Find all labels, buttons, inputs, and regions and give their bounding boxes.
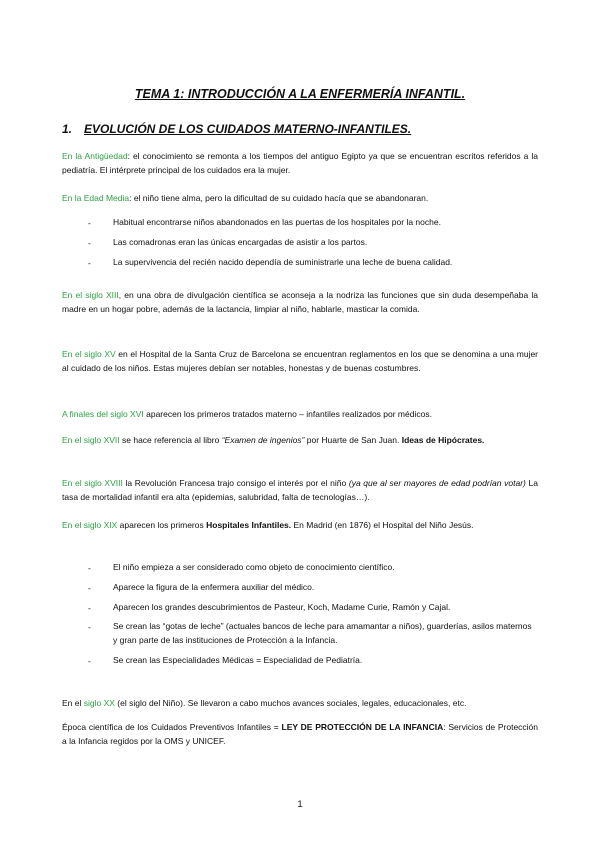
paragraph-text: : el niño tiene alma, pero la dificultad de su cuidado hacía que se abandonaran. (129, 193, 429, 203)
bullet-list-edad-media (88, 216, 538, 275)
highlight-term: A finales del siglo XVI (62, 409, 144, 419)
section-title: EVOLUCIÓN DE LOS CUIDADOS MATERNO-INFANTILES. (84, 122, 412, 136)
bullet-dash: - (88, 622, 91, 633)
bullet-dash: - (88, 602, 91, 613)
paragraph-text: aparecen los primeros tratados materno – infantiles realizados por médicos. (143, 409, 432, 419)
bullet-dash: - (88, 582, 91, 593)
highlight-term: En la Antigüedad (62, 151, 128, 161)
list-item: - Se crean las Especialidades Médicas = Especialidad de Pediatría. (88, 654, 538, 668)
paragraph-epoca-cientifica: Época científica de los Cuidados Preventivos Infantiles = LEY DE PROTECCIÓN DE LA INFANCIA: Servicios de Protección a la Infancia regidos por la OMS y UNICEF. (62, 722, 539, 746)
section-heading (62, 120, 411, 139)
list-item: - Las comadronas eran las únicas encargadas de asistir a los partos. (88, 236, 538, 250)
bullet-dash: - (88, 237, 91, 248)
bullet-dash: - (88, 655, 91, 666)
list-item: - La supervivencia del recién nacido dependía de suministrarle una leche de buena calidad. (88, 256, 538, 270)
paragraph-siglo-xix: En el siglo XIX aparecen los primeros Hospitales Infantiles. En Madrid (en 1876) el Hospital del Niño Jesús. (62, 520, 474, 530)
paragraph-text: , en una obra de divulgación científica se aconseja a la nodriza las funciones que sin duda desempeñaba la madre en un hogar pobre, además de la lactancia, limpiar al niño, hablarle, masticar la comida. (62, 290, 538, 314)
list-item: - Se crean las “gotas de leche” (actuales bancos de leche para amamantar a niños), guarderías, asilos maternos y gran parte de las instituciones de Protección a la Infancia. (88, 621, 532, 646)
paragraph-siglo-xiii (62, 289, 538, 317)
highlight-term: En la Edad Media (62, 193, 130, 203)
highlight-term: En el siglo XVIII (62, 478, 123, 488)
highlight-term: En el siglo XIII (62, 290, 119, 300)
paragraph-siglo-xv (62, 348, 538, 376)
paragraph-text: : el conocimiento se remonta a los tiempos del antiguo Egipto ya que se encuentran escritos referidos a la pediatría. El intérprete principal de los cuidados era la mujer. (62, 151, 538, 175)
highlight-term: En el siglo XIX (62, 520, 118, 530)
page-number: 1 (297, 799, 303, 810)
bullet-dash: - (88, 257, 91, 268)
paragraph-siglo-xvi (62, 408, 538, 422)
bullet-dash: - (88, 563, 91, 573)
bold-term: Hospitales Infantiles. (206, 520, 292, 530)
highlight-term: siglo XX (83, 698, 115, 708)
paragraph-siglo-xx: En el siglo XX (el siglo del Niño). Se llevaron a cabo muchos avances sociales, legales, educacionales, etc. (62, 698, 467, 708)
bullet-list-siglo-xix (88, 561, 538, 674)
paragraph-siglo-xvii: En el siglo XVII se hace referencia al libro “Examen de ingenios” por Huarte de San Juan. Ideas de Hipócrates. (62, 435, 485, 445)
list-item: - Habitual encontrarse niños abandonados en las puertas de los hospitales por la noche. (88, 216, 538, 230)
section-number: 1. (62, 122, 73, 136)
italic-note: (ya que al ser mayores de edad podrían votar) (348, 478, 526, 488)
highlight-term: En el siglo XV (62, 349, 116, 359)
paragraph-edad-media (62, 192, 538, 206)
list-item: - Aparece la figura de la enfermera auxiliar del médico. (88, 581, 538, 595)
book-title: “Examen de ingenios” (221, 435, 305, 445)
page-title: TEMA 1: INTRODUCCIÓN A LA ENFERMERÍA INFANTIL. (134, 87, 466, 101)
paragraph-text: en el Hospital de la Santa Cruz de Barcelona se encuentran reglamentos en los que se denomina a una mujer al cuidado de los niños. Estas mujeres debían ser notables, honestas y de buenas costumbres. (62, 349, 538, 373)
list-item: - Aparecen los grandes descubrimientos de Pasteur, Koch, Madame Curie, Ramón y Cajal. (88, 601, 538, 615)
bold-term: Ideas de Hipócrates. (401, 435, 485, 445)
list-item: - El niño empieza a ser considerado como objeto de conocimiento científico. (88, 561, 538, 575)
bullet-dash: - (88, 218, 91, 228)
bold-term: LEY DE PROTECCIÓN DE LA INFANCIA (281, 722, 444, 732)
paragraph-siglo-xviii: En el siglo XVIII la Revolución Francesa trajo consigo el interés por el niño (ya que al ser mayores de edad podrían votar) La tasa de mortalidad infantil era alta (epidemias, salubridad, falta de tecnologías…). (62, 478, 538, 502)
paragraph-antiguedad (62, 150, 538, 178)
highlight-term: En el siglo XVII (62, 435, 120, 445)
